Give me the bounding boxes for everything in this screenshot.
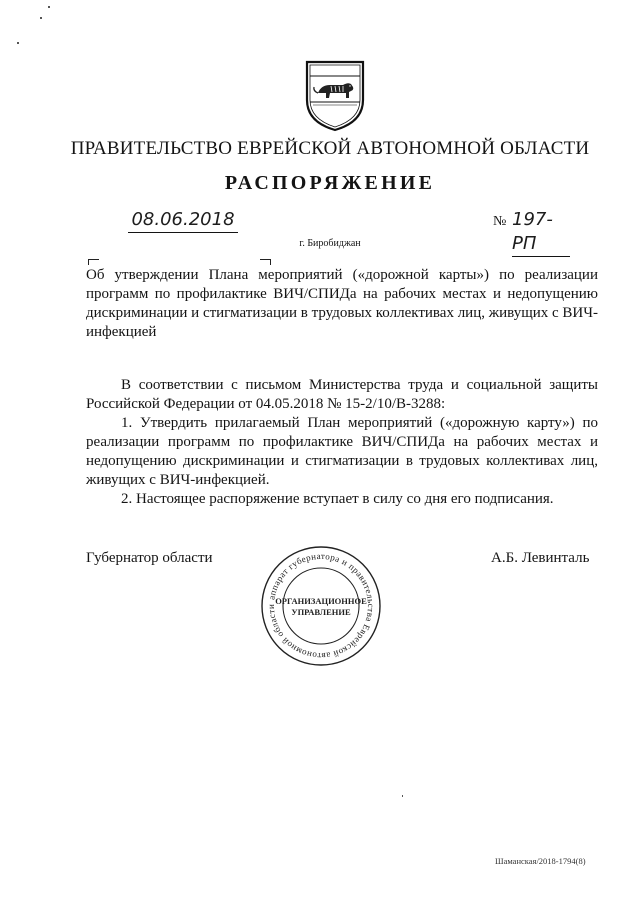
document-type-heading: РАСПОРЯЖЕНИЕ — [224, 172, 436, 194]
scan-speck — [40, 17, 42, 19]
scan-speck — [17, 42, 19, 44]
city-label: г. Биробиджан — [299, 238, 361, 249]
subject-bracket-left — [88, 259, 99, 265]
footer-reference: Шаманская/2018-1794(8) — [495, 856, 586, 866]
official-stamp — [257, 542, 385, 670]
document-date: 08.06.2018 — [128, 208, 238, 233]
document-number: 197-РП — [512, 208, 570, 257]
body-paragraph-item-2: 2. Настоящее распоряжение вступает в силу со дня его подписания. — [121, 491, 554, 507]
subject-bracket-right — [260, 259, 271, 265]
stamp-center-line-1: ОРГАНИЗАЦИОННОЕ — [275, 596, 367, 606]
stamp-ring-text: аппарат губернатора и правительства Еврейской автономной области — [265, 550, 377, 662]
scan-speck — [402, 795, 403, 797]
number-sign: № — [493, 214, 507, 229]
subject-text: Об утверждении Плана мероприятий («дорожной карты») по реализации программ по профилактике ВИЧ/СПИДа на рабочих местах и недопущению дискриминации и стигматизации в трудовых коллективах лиц, живущих с ВИЧ-инфекцией — [86, 267, 599, 340]
stamp-inner-ring — [283, 568, 359, 644]
stamp-center-line-2: УПРАВЛЕНИЕ — [291, 607, 351, 617]
stamp-outer-ring — [262, 547, 380, 665]
body-paragraph-preamble: В соответствии с письмом Министерства труда и социальной защиты Российской Федерации от 04.05.2018 № 15-2/10/В-3288: — [86, 377, 598, 412]
coat-of-arms-icon — [303, 56, 367, 132]
signatory-position: Губернатор области — [86, 550, 213, 566]
document-body — [86, 376, 598, 509]
government-title: ПРАВИТЕЛЬСТВО ЕВРЕЙСКОЙ АВТОНОМНОЙ ОБЛАСТИ — [70, 138, 590, 159]
signatory-name: А.Б. Левинталь — [491, 550, 590, 566]
body-paragraph-item-1: 1. Утвердить прилагаемый План мероприятий («дорожную карту») по реализации программ по профилактике ВИЧ/СПИДа на рабочих местах и недопущению дискриминации и стигматизации в трудовых коллективах лиц, живущих с ВИЧ-инфекцией. — [86, 415, 598, 488]
scan-speck — [48, 6, 50, 8]
